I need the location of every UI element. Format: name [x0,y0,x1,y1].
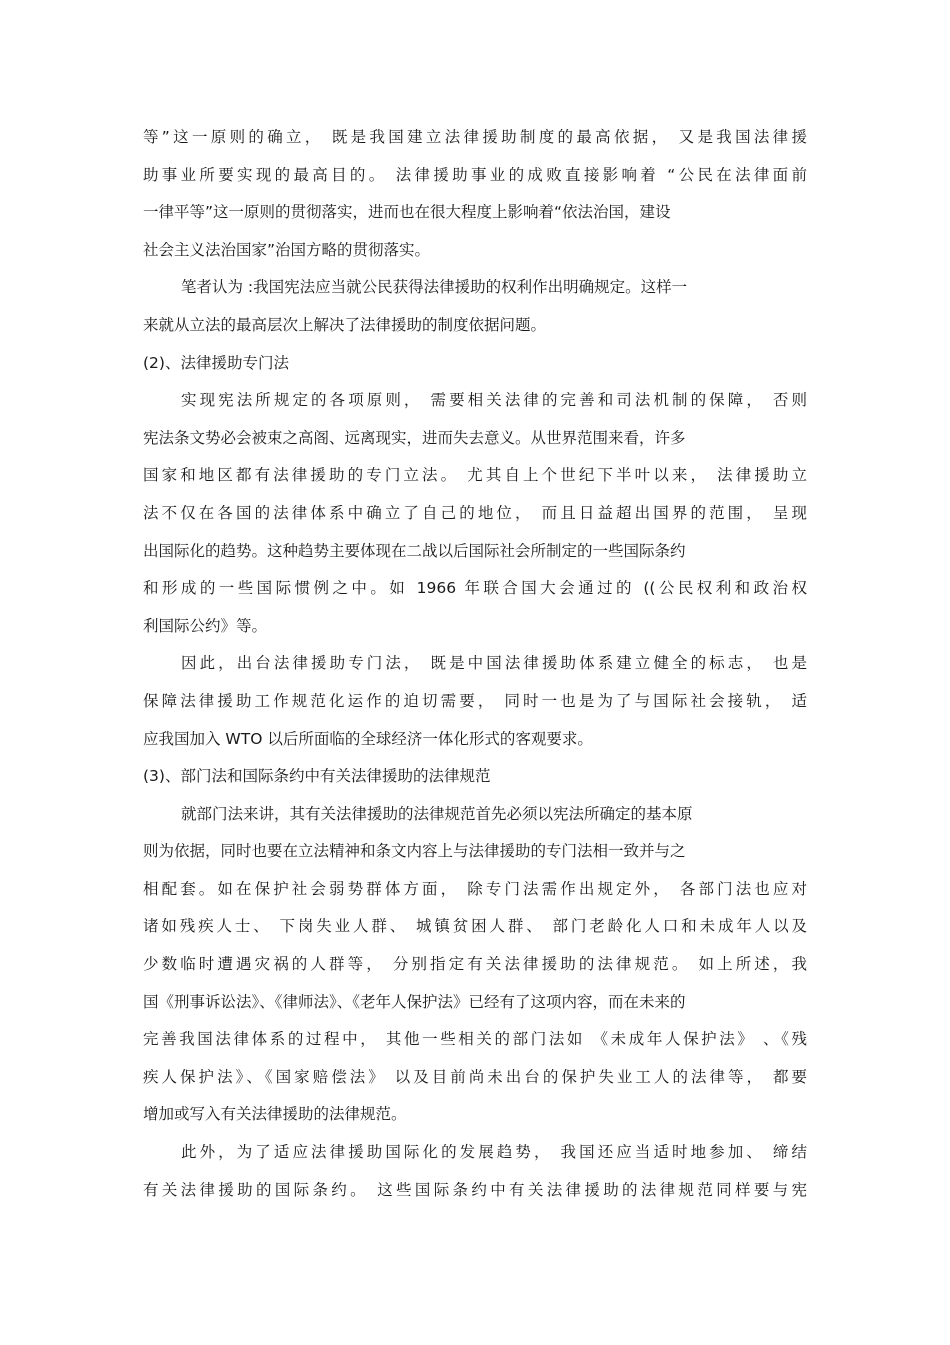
text-line: 有关法律援助的国际条约。 这些国际条约中有关法律援助的法律规范同样要与宪 [143,1180,807,1199]
text-line: 疾人保护法》、《国家赔偿法》 以及目前尚未出台的保护失业工人的法律等， 都要 [143,1067,807,1086]
text-line: 宪法条文势必会被束之高阁、远离现实，进而失去意义。从世界范围来看，许多 [143,428,686,447]
text-line: 等”这一原则的确立， 既是我国建立法律援助制度的最高依据， 又是我国法律援 [143,128,807,146]
text-line: 完善我国法律体系的过程中， 其他一些相关的部门法如 《未成年人保护法》 、《残 [143,1030,807,1049]
text-line: 相配套。如在保护社会弱势群体方面， 除专门法需作出规定外， 各部门法也应对 [143,879,807,898]
text-line: (3)、部门法和国际条约中有关法律援助的法律规范 [143,767,491,786]
text-line: (2)、法律援助专门法 [143,353,289,372]
text-line: 此外，为了适应法律援助国际化的发展趋势， 我国还应当适时地参加、 缔结 [181,1143,807,1162]
text-line: 利国际公约》等。 [143,616,268,635]
text-line: 实现宪法所规定的各项原则， 需要相关法律的完善和司法机制的保障， 否则 [181,391,807,410]
text-line: 保障法律援助工作规范化运作的迫切需要， 同时一也是为了与国际社会接轨， 适 [143,691,807,710]
text-line: 少数临时遭遇灾祸的人群等， 分别指定有关法律援助的法律规范。 如上所述，我 [143,955,807,974]
text-line: 助事业所要实现的最高目的。 法律援助事业的成败直接影响着 “公民在法律面前 [143,165,807,184]
text-line: 来就从立法的最高层次上解决了法律援助的制度依据问题。 [143,315,547,334]
text-line: 法不仅在各国的法律体系中确立了自己的地位， 而且日益超出国界的范围， 呈现 [143,503,807,522]
text-line: 诸如残疾人士、 下岗失业人群、 城镇贫困人群、 部门老龄化人口和未成年人以及 [143,917,807,936]
text-line: 国《刑事诉讼法》、《律师法》、《老年人保护法》已经有了这项内容，而在未来的 [143,992,686,1011]
text-line: 一律平等”这一原则的贯彻落实，进而也在很大程度上影响着“依法治国，建设 [143,203,671,222]
body-text [143,119,807,1209]
text-line: 就部门法来讲，其有关法律援助的法律规范首先必须以宪法所确定的基本原 [181,804,693,823]
text-line: 增加或写入有关法律援助的法律规范。 [143,1105,407,1124]
text-line: 和形成的一些国际惯例之中。如 1966 年联合国大会通过的 ((公民权利和政治权 [143,579,807,598]
text-line: 国家和地区都有法律援助的专门立法。 尤其自上个世纪下半叶以来， 法律援助立 [143,466,807,485]
text-line: 社会主义法治国家”治国方略的贯彻落实。 [143,240,431,259]
text-line: 出国际化的趋势。这种趋势主要体现在二战以后国际社会所制定的一些国际条约 [143,541,686,560]
text-line: 应我国加入 WTO 以后所面临的全球经济一体化形式的客观要求。 [143,729,593,748]
text-line: 因此，出台法律援助专门法， 既是中国法律援助体系建立健全的标志， 也是 [181,654,807,673]
text-line: 笔者认为 :我国宪法应当就公民获得法律援助的权利作出明确规定。这样一 [181,278,688,297]
text-line: 则为依据，同时也要在立法精神和条文内容上与法律援助的专门法相一致并与之 [143,842,686,861]
